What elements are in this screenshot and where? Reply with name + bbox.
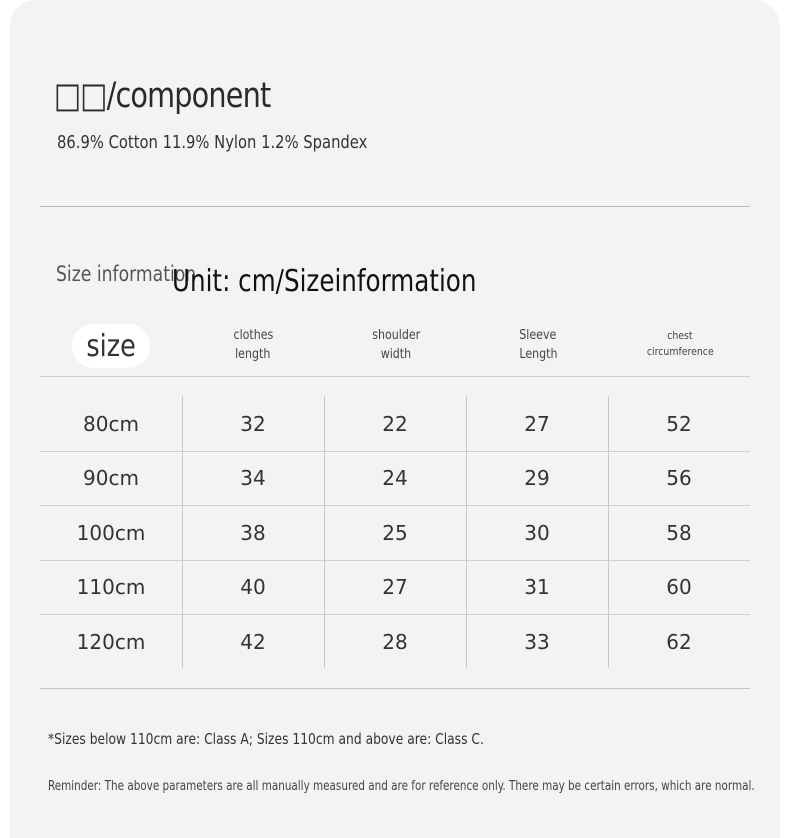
- header-size: size: [72, 324, 150, 368]
- sleeve-length-cell: 30: [524, 521, 550, 545]
- table-row: [40, 451, 750, 506]
- chest-circumference-cell: 56: [666, 466, 692, 490]
- chest-circumference-cell: 62: [666, 630, 692, 654]
- table-row: [40, 506, 750, 561]
- clothes-length-cell: 40: [240, 575, 266, 599]
- size-cell: 110cm: [76, 575, 146, 599]
- column-divider: [182, 396, 183, 668]
- clothes-length-cell: 34: [240, 466, 266, 490]
- header-sleeve-length: Sleeve Length: [518, 328, 558, 362]
- clothes-length-cell: 38: [240, 521, 266, 545]
- header-shoulder-width: shoulder width: [372, 328, 420, 362]
- table-bottom-divider: [40, 688, 750, 689]
- sleeve-length-cell: 33: [524, 630, 550, 654]
- header-chest-circumference: chest circumference: [646, 329, 714, 358]
- column-divider: [466, 396, 467, 668]
- column-divider: [324, 396, 325, 668]
- table-row: [40, 615, 750, 669]
- column-divider: [608, 396, 609, 668]
- shoulder-width-cell: 22: [382, 412, 408, 436]
- section-divider: [40, 206, 750, 207]
- header-divider: [40, 376, 750, 377]
- shoulder-width-cell: 28: [382, 630, 408, 654]
- material-composition: 86.9% Cotton 11.9% Nylon 1.2% Spandex: [57, 132, 368, 153]
- component-title: □□/component: [54, 76, 271, 116]
- chest-circumference-cell: 58: [666, 521, 692, 545]
- size-cell: 120cm: [76, 630, 146, 654]
- clothes-length-cell: 32: [240, 412, 266, 436]
- size-cell: 80cm: [83, 412, 139, 436]
- chest-circumference-cell: 52: [666, 412, 692, 436]
- size-cell: 100cm: [76, 521, 146, 545]
- shoulder-width-cell: 25: [382, 521, 408, 545]
- header-clothes-length: clothes length: [233, 328, 273, 362]
- unit-label: Unit: cm/Sizeinformation: [172, 264, 477, 299]
- table-row: [40, 397, 750, 452]
- sleeve-length-cell: 27: [524, 412, 550, 436]
- clothes-length-cell: 42: [240, 630, 266, 654]
- size-information-label: Size information: [56, 262, 197, 286]
- shoulder-width-cell: 24: [382, 466, 408, 490]
- size-cell: 90cm: [83, 466, 139, 490]
- class-note: *Sizes below 110cm are: Class A; Sizes 110cm and above are: Class C.: [48, 730, 484, 748]
- shoulder-width-cell: 27: [382, 575, 408, 599]
- sleeve-length-cell: 31: [524, 575, 550, 599]
- table-row: [40, 560, 750, 615]
- sleeve-length-cell: 29: [524, 466, 550, 490]
- chest-circumference-cell: 60: [666, 575, 692, 599]
- reminder-note: Reminder: The above parameters are all manually measured and are for reference only. There may be certain errors, which are normal.: [48, 779, 755, 794]
